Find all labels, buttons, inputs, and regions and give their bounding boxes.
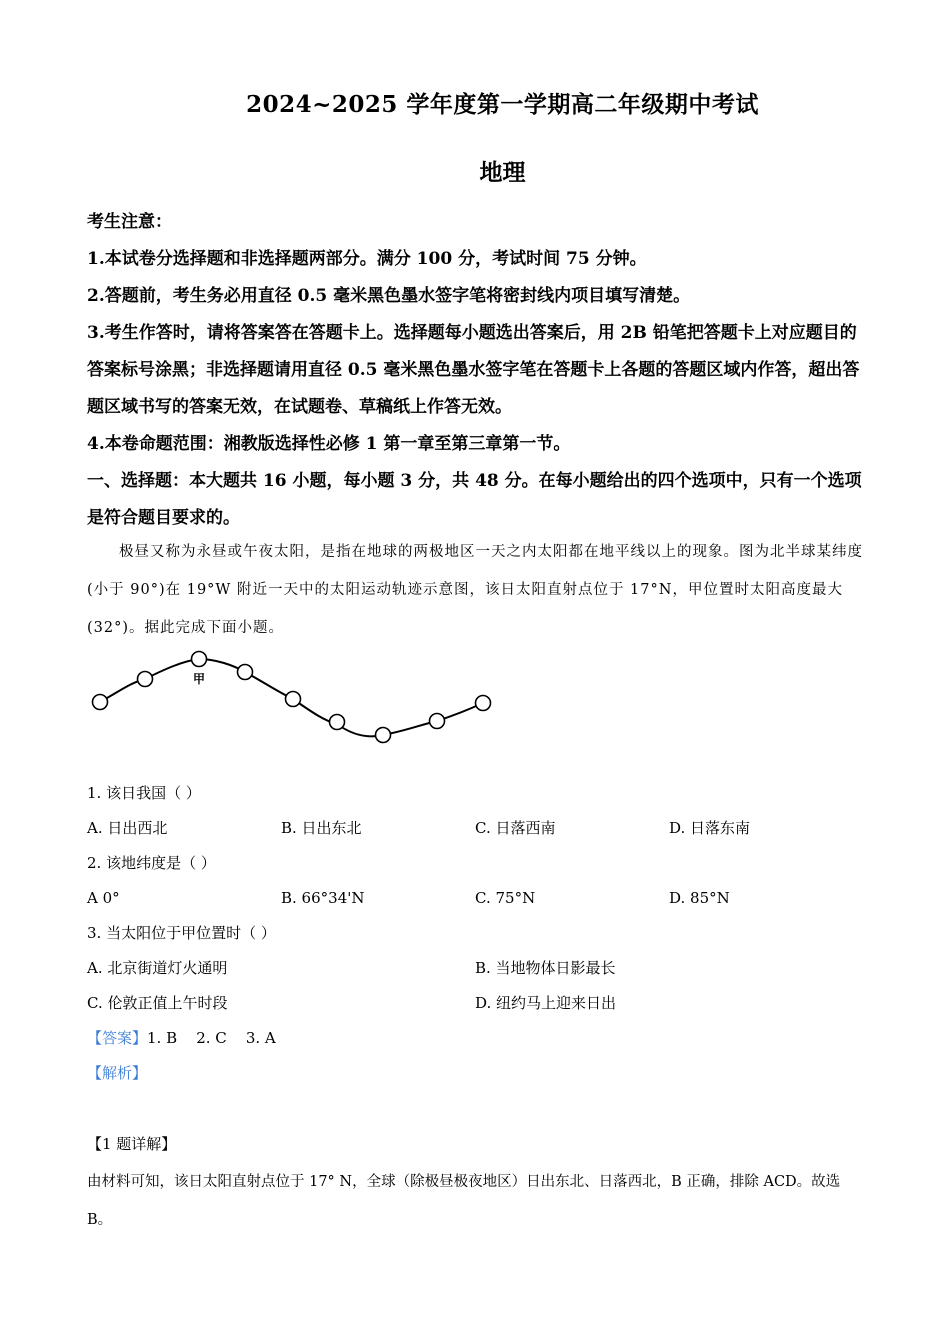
option-d: D. 85°N (669, 889, 730, 907)
analysis-label: 【解析】 (87, 1064, 148, 1082)
material-paragraph: 极昼又称为永昼或午夜太阳，是指在地球的两极地区一天之内太阳都在地平线以上的现象。图为北半球某纬度(小于 90°)在 19°W 附近一天中的太阳运动轨迹示意图，该日太阳直射点位于 17°N，甲位置时太阳高度最大(32°)。据此完成下面小题。 (87, 544, 863, 636)
option-a: A. 日出西北 (87, 819, 168, 837)
option-d: D. 纽约马上迎来日出 (475, 994, 617, 1012)
question-1-stem: 1. 该日我国（ ） (87, 784, 201, 802)
question-3-options-row-1 (87, 951, 867, 986)
jia-label: 甲 (193, 672, 206, 686)
notice-item-4: 4.本卷命题范围：湘教版选择性必修 1 第一章至第三章第一节。 (87, 434, 571, 454)
exam-title: 2024~2025 学年度第一学期高二年级期中考试 (246, 91, 759, 118)
question-1-options (87, 811, 867, 846)
detail-heading: 【1 题详解】 (87, 1135, 177, 1153)
question-3-stem: 3. 当太阳位于甲位置时（ ） (87, 924, 276, 942)
answer-line (87, 1021, 867, 1056)
detail-text: 由材料可知，该日太阳直射点位于 17° N，全球（除极昼极夜地区）日出东北、日落西北，B 正确，排除 ACD。故选 B。 (87, 1174, 841, 1228)
notice-heading: 考生注意： (87, 212, 172, 232)
option-c: C. 日落西南 (475, 819, 556, 837)
option-a: A. 北京街道灯火通明 (87, 959, 228, 977)
sun-position-marker (430, 714, 445, 729)
sun-position-marker-jia (192, 652, 207, 667)
question-2-stem: 2. 该地纬度是（ ） (87, 854, 216, 872)
option-c: C. 伦敦正值上午时段 (87, 994, 228, 1012)
notice-item-1: 1.本试卷分选择题和非选择题两部分。满分 100 分，考试时间 75 分钟。 (87, 249, 647, 269)
sun-position-marker (138, 672, 153, 687)
sun-path-diagram (85, 645, 505, 750)
question-3-options-row-2 (87, 986, 867, 1021)
option-d: D. 日落东南 (669, 819, 751, 837)
sun-position-marker (238, 665, 253, 680)
notice-section (87, 204, 867, 537)
option-b: B. 日出东北 (281, 819, 362, 837)
answer-label: 【答案】 (87, 1029, 148, 1047)
section-heading: 一、选择题：本大题共 16 小题，每小题 3 分，共 48 分。在每小题给出的四个选项中，只有一个选项是符合题目要求的。 (87, 471, 862, 528)
analysis-line (87, 1056, 867, 1091)
material-text (87, 533, 867, 647)
option-b: B. 当地物体日影最长 (475, 959, 616, 977)
answer-text: 1. B 2. C 3. A (147, 1029, 276, 1047)
sun-position-marker (93, 695, 108, 710)
sun-position-marker (330, 715, 345, 730)
sun-position-marker (286, 692, 301, 707)
option-a: A 0° (87, 889, 120, 907)
option-b: B. 66°34'N (281, 889, 365, 907)
sun-position-marker (376, 728, 391, 743)
questions-section (87, 776, 867, 1091)
question-2-options (87, 881, 867, 916)
notice-item-2: 2.答题前，考生务必用直径 0.5 毫米黑色墨水签字笔将密封线内项目填写清楚。 (87, 286, 691, 306)
notice-item-3: 3.考生作答时，请将答案答在答题卡上。选择题每小题选出答案后，用 2B 铅笔把答题卡上对应题目的答案标号涂黑；非选择题请用直径 0.5 毫米黑色墨水签字笔在答题卡上各题的答题区域内作答，超出答题区域书写的答案无效，在试题卷、草稿纸上作答无效。 (87, 323, 860, 417)
subject-title: 地理 (479, 159, 526, 186)
option-c: C. 75°N (475, 889, 536, 907)
detail-section (87, 1125, 867, 1239)
sun-position-marker (476, 696, 491, 711)
